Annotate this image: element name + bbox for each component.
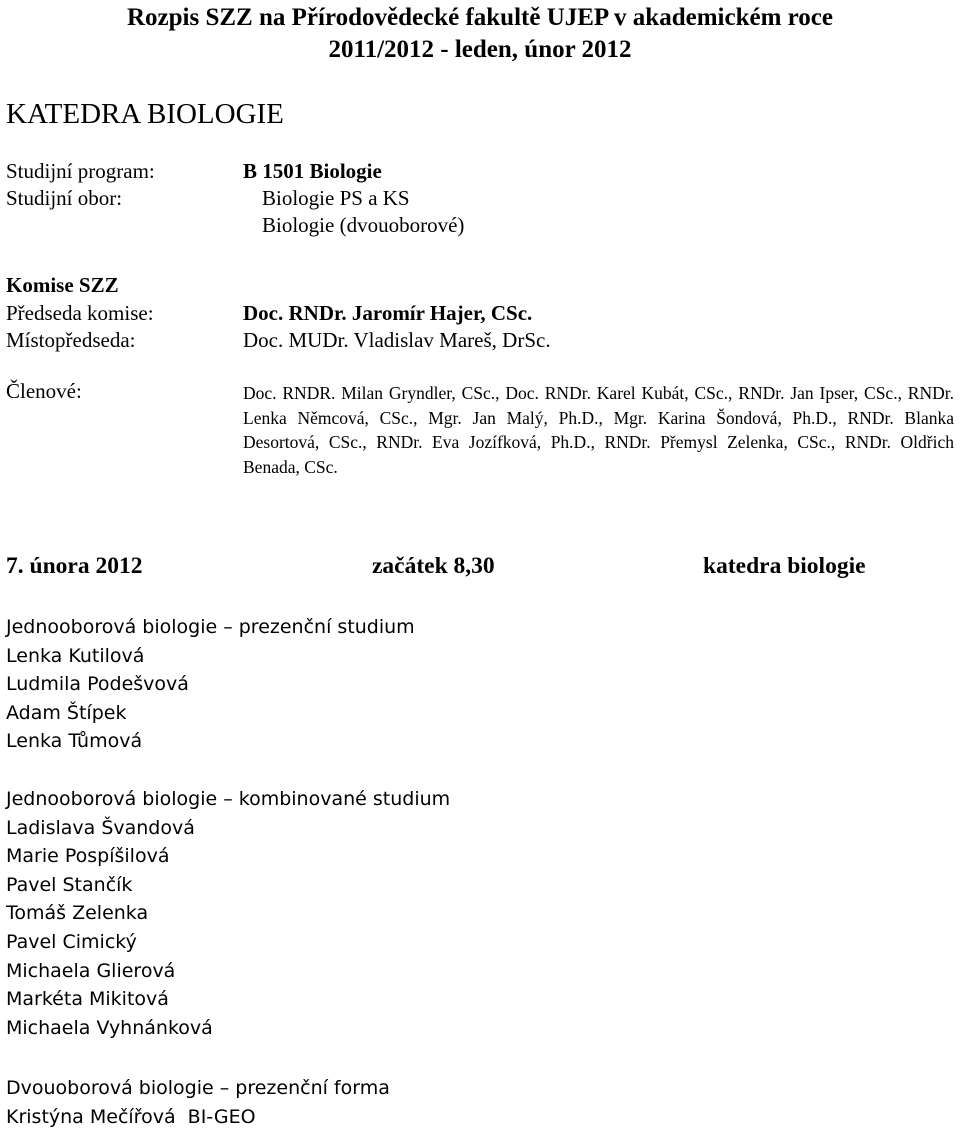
student-name: Michaela Glierová: [6, 959, 176, 982]
document-title-line-2: 2011/2012 - leden, únor 2012: [328, 36, 632, 63]
study-field-value-1: Biologie PS a KS: [262, 186, 410, 210]
chair-label: Předseda komise:: [6, 301, 154, 325]
vice-chair-value: Doc. MUDr. Vladislav Mareš, DrSc.: [243, 328, 551, 352]
chair-value: Doc. RNDr. Jaromír Hajer, CSc.: [243, 301, 533, 325]
members-list: Doc. RNDR. Milan Gryndler, CSc., Doc. RNDr. Karel Kubát, CSc., RNDr. Jan Ipser, CSc., RNDr. Lenka Němcová, CSc., Mgr. Jan Malý, Ph.D., Mgr. Karina Šondová, Ph.D., RNDr. Blanka Desortová, CSc., RNDr. Eva Jozífková, Ph.D., RNDr. Přemysl Zelenka, CSc., RNDr. Oldřich Benada, CSc.: [243, 383, 954, 477]
student-name: Kristýna Mečířová BI-GEO: [6, 1105, 256, 1128]
committee-heading: Komise SZZ: [6, 273, 119, 297]
members-label: Členové:: [6, 379, 82, 403]
study-field-value-2: Biologie (dvouoborové): [262, 213, 465, 237]
vice-chair-label: Místopředseda:: [6, 328, 136, 352]
study-program-value: B 1501 Biologie: [243, 159, 382, 183]
student-name: Adam Štípek: [6, 701, 127, 724]
group-heading: Jednooborová biologie – kombinované studium: [6, 788, 451, 810]
student-name: Michaela Vyhnánková: [6, 1016, 213, 1039]
student-name: Tomáš Zelenka: [6, 902, 149, 925]
document-title-line-1: Rozpis SZZ na Přírodovědecké fakultě UJEP v akademickém roce: [127, 4, 833, 31]
department-heading: KATEDRA BIOLOGIE: [6, 98, 284, 130]
student-name: Pavel Cimický: [6, 931, 137, 953]
student-name: Markéta Mikitová: [6, 988, 169, 1011]
group-heading: Jednooborová biologie – prezenční studium: [6, 616, 415, 638]
group-heading: Dvouoborová biologie – prezenční forma: [6, 1077, 390, 1099]
study-field-label: Studijní obor:: [6, 186, 123, 210]
student-name: Marie Pospíšilová: [6, 845, 170, 868]
student-name: Pavel Stančík: [6, 873, 133, 896]
student-name: Ladislava Švandová: [6, 816, 195, 839]
exam-start-time: začátek 8,30: [372, 553, 495, 579]
student-name: Ludmila Podešvová: [6, 673, 189, 696]
study-program-label: Studijní program:: [6, 159, 155, 183]
student-name: Lenka Tůmová: [6, 730, 143, 753]
exam-date: 7. února 2012: [6, 553, 143, 579]
student-name: Lenka Kutilová: [6, 644, 145, 667]
exam-place: katedra biologie: [703, 553, 866, 579]
